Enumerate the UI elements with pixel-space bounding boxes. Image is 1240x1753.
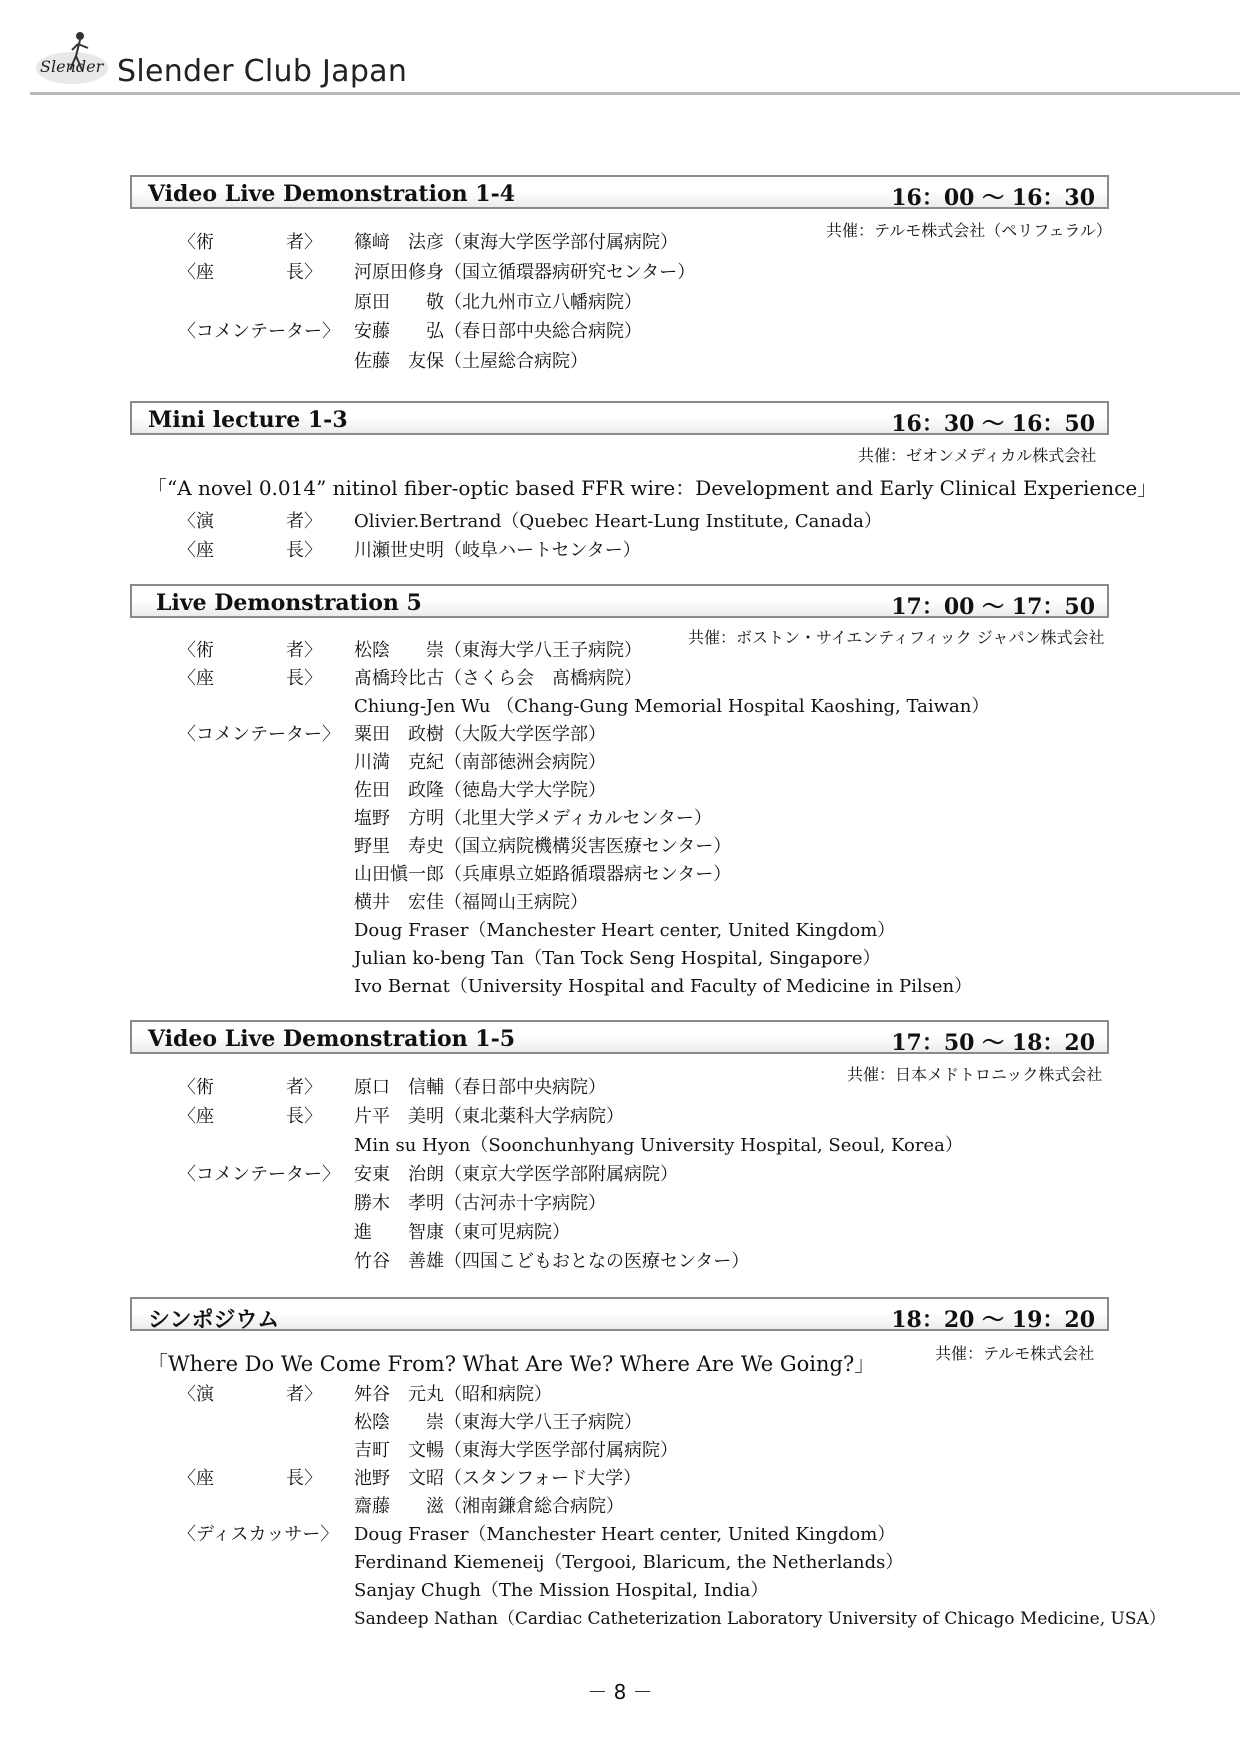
person-entry: Doug Fraser（Manchester Heart center, United Kingdom） <box>354 1524 896 1545</box>
section-time: 16：00 ～ 16：30 <box>891 185 1095 211</box>
role-label: 〈座 長〉 <box>178 668 322 689</box>
person-entry: 粟田 政樹（大阪大学医学部） <box>354 724 606 745</box>
page-header <box>0 0 1240 100</box>
section-time: 17：50 ～ 18：20 <box>891 1030 1095 1056</box>
section-time: 16：30 ～ 16：50 <box>891 411 1095 437</box>
role-label: 〈演 者〉 <box>178 511 322 532</box>
person-entry: 佐田 政隆（徳島大学大学院） <box>354 780 606 801</box>
section-time: 18：20 ～ 19：20 <box>891 1307 1095 1333</box>
role-label: 〈座 長〉 <box>178 262 322 283</box>
person-entry: Olivier.Bertrand（Quebec Heart-Lung Institute, Canada） <box>354 511 882 532</box>
person-entry: 片平 美明（東北薬科大学病院） <box>354 1106 624 1127</box>
person-entry: 吉町 文暢（東海大学医学部付属病院） <box>354 1440 678 1461</box>
section-time: 17：00 ～ 17：50 <box>891 594 1095 620</box>
person-entry: 原口 信輔（春日部中央病院） <box>354 1077 606 1098</box>
sponsor-note: 共催：テルモ株式会社 <box>935 1344 1095 1363</box>
section-title: Video Live Demonstration 1-4 <box>148 181 516 207</box>
role-label: 〈座 長〉 <box>178 540 322 561</box>
header-divider <box>30 92 1240 95</box>
sponsor-note: 共催：ゼオンメディカル株式会社 <box>858 446 1097 465</box>
person-entry: 髙橋玲比古（さくら会 髙橋病院） <box>354 668 642 689</box>
person-entry: 川満 克紀（南部徳洲会病院） <box>354 752 606 773</box>
person-entry: Doug Fraser（Manchester Heart center, United Kingdom） <box>354 920 896 941</box>
person-entry: 勝木 孝明（古河赤十字病院） <box>354 1193 606 1214</box>
section-header-video-live-1-4 <box>130 175 1109 209</box>
person-entry: 齋藤 滋（湘南鎌倉総合病院） <box>354 1496 624 1517</box>
role-label: 〈術 者〉 <box>178 640 322 661</box>
person-entry: Julian ko-beng Tan（Tan Tock Seng Hospital, Singapore） <box>354 948 881 969</box>
role-label: 〈コメンテーター〉 <box>178 321 340 342</box>
role-label: 〈コメンテーター〉 <box>178 1164 340 1185</box>
person-entry: 川瀬世史明（岐阜ハートセンター） <box>354 540 641 561</box>
page-number: － 8 － <box>587 1680 653 1704</box>
section-header-live-demonstration-5 <box>130 584 1109 618</box>
person-entry: 原田 敬（北九州市立八幡病院） <box>354 292 642 313</box>
svg-text:Slender: Slender <box>40 57 104 76</box>
person-entry: 河原田修身（国立循環器病研究センター） <box>354 262 696 283</box>
lecture-title: 「“A novel 0.014” nitinol fiber-optic based FFR wire：Development and Early Clinical Experience」 <box>147 476 1158 500</box>
person-entry: 松陰 崇（東海大学八王子病院） <box>354 640 642 661</box>
person-entry: 舛谷 元丸（昭和病院） <box>354 1384 552 1405</box>
person-entry: 塩野 方明（北里大学メディカルセンター） <box>354 808 712 829</box>
role-label: 〈演 者〉 <box>178 1384 322 1405</box>
section-header-video-live-1-5 <box>130 1020 1109 1054</box>
sponsor-note: 共催：テルモ株式会社（ペリフェラル） <box>826 221 1112 240</box>
section-header-mini-lecture-1-3 <box>130 401 1109 435</box>
role-label: 〈術 者〉 <box>178 232 322 253</box>
section-title: Video Live Demonstration 1-5 <box>148 1026 516 1052</box>
person-entry: 佐藤 友保（土屋総合病院） <box>354 351 588 372</box>
person-entry: Sandeep Nathan（Cardiac Catheterization Laboratory University of Chicago Medicine, USA） <box>354 1609 1166 1629</box>
role-label: 〈座 長〉 <box>178 1106 322 1127</box>
section-header-symposium <box>130 1297 1109 1331</box>
slender-logo-icon <box>32 30 110 90</box>
person-entry: 竹谷 善雄（四国こどもおとなの医療センター） <box>354 1251 750 1272</box>
person-entry: 篠﨑 法彦（東海大学医学部付属病院） <box>354 232 678 253</box>
person-entry: Ivo Bernat（University Hospital and Faculty of Medicine in Pilsen） <box>354 976 973 997</box>
section-title: Live Demonstration 5 <box>156 590 422 616</box>
person-entry: 横井 宏佳（福岡山王病院） <box>354 892 588 913</box>
sponsor-note: 共催：日本メドトロニック株式会社 <box>847 1065 1103 1084</box>
person-entry: Chiung-Jen Wu （Chang-Gung Memorial Hospital Kaoshing, Taiwan） <box>354 696 990 717</box>
person-entry: 松陰 崇（東海大学八王子病院） <box>354 1412 642 1433</box>
person-entry: 山田愼一郎（兵庫県立姫路循環器病センター） <box>354 864 732 885</box>
person-entry: 安藤 弘（春日部中央総合病院） <box>354 321 642 342</box>
role-label: 〈ディスカッサー〉 <box>178 1524 339 1545</box>
person-entry: Sanjay Chugh（The Mission Hospital, India） <box>354 1580 769 1601</box>
person-entry: Ferdinand Kiemeneij（Tergooi, Blaricum, the Netherlands） <box>354 1552 904 1573</box>
role-label: 〈コメンテーター〉 <box>178 724 340 745</box>
person-entry: 野里 寿史（国立病院機構災害医療センター） <box>354 836 732 857</box>
person-entry: 進 智康（東可児病院） <box>354 1222 570 1243</box>
person-entry: Min su Hyon（Soonchunhyang University Hospital, Seoul, Korea） <box>354 1135 963 1156</box>
section-title: Mini lecture 1-3 <box>148 407 348 433</box>
role-label: 〈術 者〉 <box>178 1077 322 1098</box>
person-entry: 安東 治朗（東京大学医学部附属病院） <box>354 1164 678 1185</box>
person-entry: 池野 文昭（スタンフォード大学） <box>354 1468 642 1489</box>
role-label: 〈座 長〉 <box>178 1468 322 1489</box>
sponsor-note: 共催：ボストン・サイエンティフィック ジャパン株式会社 <box>688 628 1105 647</box>
section-title: シンポジウム <box>148 1307 280 1333</box>
brand-name: Slender Club Japan <box>117 54 408 89</box>
lecture-title: 「Where Do We Come From? What Are We? Where Are We Going?」 <box>147 1352 876 1376</box>
